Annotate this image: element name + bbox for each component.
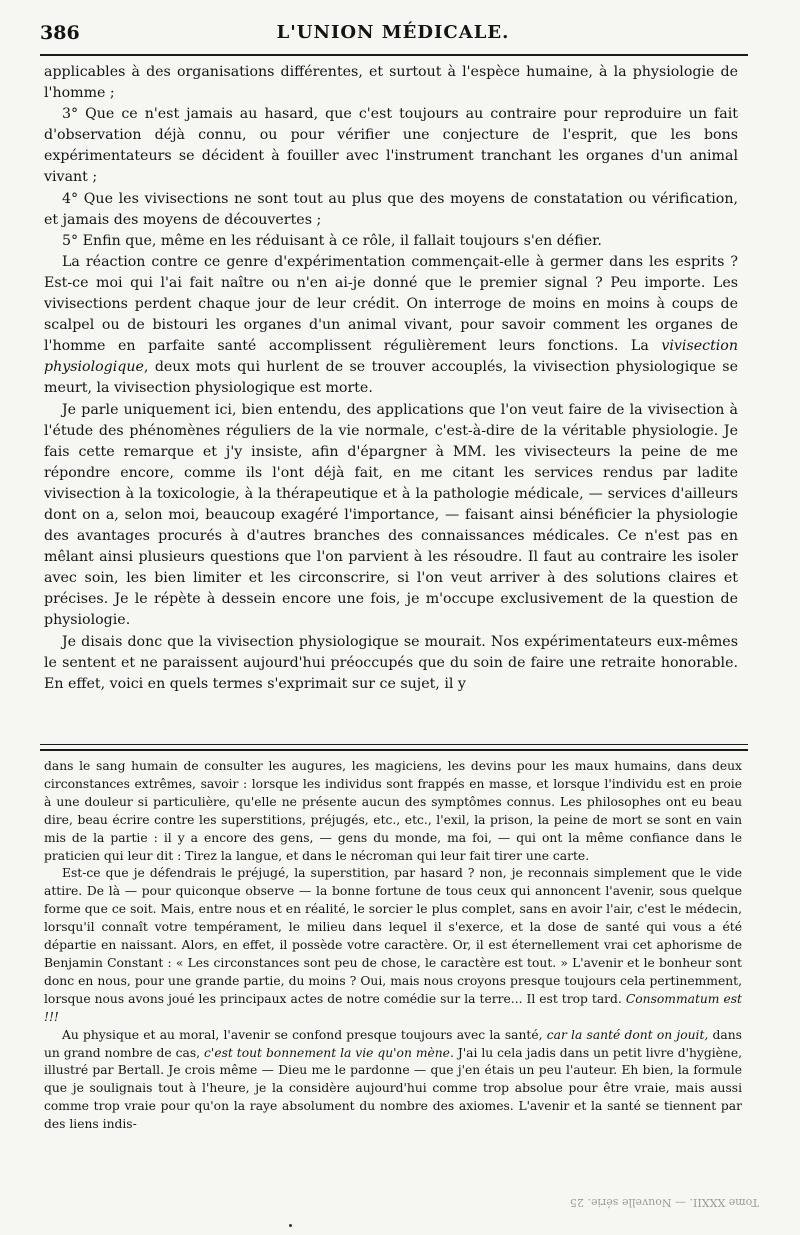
page-header (40, 20, 746, 48)
paragraph: Je parle uniquement ici, bien entendu, des applications que l'on veut faire de la vivisection à l'étude des phénomènes réguliers de la vie normale, c'est-à-dire de la véritable physiologie. Je fais cette remarque et j'y insiste, afin d'épargner à MM. les vivisecteurs la peine de me répondre encore, comme ils l'ont déjà fait, en me citant les services rendus par ladite vivisection à la toxicologie, à la thérapeutique et à la pathologie médicale, — services d'ailleurs dont on a, selon moi, beaucoup exagéré l'importance, — faisant ainsi bénéficier la physiologie des avantages procurés à d'autres branches des connaissances médicales. Ce n'est pas en mêlant ainsi plusieurs questions que l'on parvient à les résoudre. Il faut au contraire les isoler avec soin, les bien limiter et les circonscrire, si l'on veut arriver à des solutions claires et précises. Je le répète à dessein encore une fois, je m'occupe exclusivement de la question de physiologie. (44, 401, 738, 629)
emphasis: vivisection physiologique (44, 338, 738, 376)
ink-dot (289, 1224, 292, 1227)
list-item: 5° Enfin que, même en les réduisant à ce rôle, il fallait toujours s'en défier. (62, 232, 602, 249)
page-number: 386 (40, 22, 80, 44)
text-run: dans un grand nombre de cas, (44, 1027, 742, 1060)
text-run: , deux mots qui hurlent de se trouver accouplés, la vivisection physiologique se meurt, la vivisection physiologique est morte. (44, 359, 738, 397)
list-item: 4° Que les vivisections ne sont tout au plus que des moyens de constatation ou vérification, et jamais des moyens de découvertes ; (44, 190, 738, 228)
header-rule (40, 54, 748, 56)
footnote-paragraph (44, 865, 742, 1026)
footnote-paragraph: dans le sang humain de consulter les augures, les magiciens, les devins pour les maux humains, dans deux circonstances extrêmes, savoir : lorsque les individus sont frappés en masse, et lorsque l'individu est en proie à une douleur si particulière, qu'elle ne présente aucun des symptômes connus. Les philosophes ont eu beau dire, beau écrire contre les superstitions, préjugés, etc., etc., l'exil, la prison, la peine de mort se sont en vain mis de la partie : il y a encore des gens, — gens du monde, ma foi, — qui ont la même confiance dans le praticien qui leur dit : Tirez la langue, et dans le nécroman qui leur fait tirer une carte. (44, 759, 742, 863)
footnote-separator-bold (40, 749, 748, 751)
text-run: J'ai lu cela jadis dans un petit livre d'hygiène, illustré par Bertall. Je crois même — Dieu me le pardonne — que j'en étais un peu l'auteur. Eh bien, la formule que je soulignais tout à l'heure, je la considère aujourd'hui comme trop absolue pour être vraie, mais aussi comme trop vraie pour qu'on la raye absolument du nombre des axiomes. L'avenir et la santé se tiennent par des liens indis- (44, 1045, 743, 1132)
text-run: Est-ce que je défendrais le préjugé, la superstition, par hasard ? non, je reconnais simplement que le vide attire. De là — pour quiconque observe — la bonne fortune de tous ceux qui annoncent l'avenir, sous quelque forme que ce soit. Mais, entre nous et en réalité, le sorcier le plus complet, sans en avoir l'air, c'est le médecin, lorsqu'il connaît votre tempérament, le milieu dans lequel il s'exerce, et la dose de santé qui vous a été départie en naissant. Alors, en effet, il possède votre caractère. Or, il est éternellement vrai cet aphorisme de Benjamin Constant : « Les circonstances sont peu de chose, le caractère est tout. » L'avenir et le bonheur sont donc en nous, pour une grande partie, du moins ? Oui, mais nous croyons presque toujours cela pertinemment, lorsque nous avons joué les principaux actes de notre comédie sur la terre... Il est trop tard. (44, 866, 742, 1006)
signature-mark: Tome XXXII. — Nouvelle série. 25 (570, 1196, 759, 1209)
paragraph: Je disais donc que la vivisection physiologique se mourait. Nos expérimentateurs eux-mêmes le sentent et ne paraissent aujourd'hui préoccupés que du soin de faire une retraite honorable. En effet, voici en quels termes s'exprimait sur ce sujet, il y (44, 633, 738, 692)
emphasis: car la santé dont on jouit, (546, 1027, 709, 1042)
main-text (44, 62, 738, 695)
running-title: L'UNION MÉDICALE. (276, 22, 510, 43)
text-run: La réaction contre ce genre d'expérimentation commençait-elle à germer dans les esprits ? Est-ce moi qui l'ai fait naître ou n'en ai-je donné que le premier signal ? Peu importe. Les vivisections perdent chaque jour de leur crédit. On interroge de moins en moins à coups de scalpel ou de bistouri les organes d'un animal vivant, pour savoir comment les organes de l'homme en parfaite santé accomplissent régulièrement leurs fonctions. La (44, 253, 738, 355)
emphasis: c'est tout bonnement la vie qu'on mène. (204, 1045, 454, 1060)
list-item: 3° Que ce n'est jamais au hasard, que c'est toujours au contraire pour reproduire un fait d'observation déjà connu, ou pour vérifier une conjecture de l'esprit, que les bons expérimentateurs se décident à fouiller avec l'instrument tranchant les organes d'un animal vivant ; (44, 106, 738, 186)
footnote-text (44, 758, 742, 1134)
paragraph (44, 252, 738, 400)
footnote-paragraph (44, 1027, 742, 1134)
emphasis: Consommatum est !!! (44, 991, 742, 1024)
paragraph: applicables à des organisations différentes, et surtout à l'espèce humaine, à la physiologie de l'homme ; (44, 64, 738, 102)
text-run: Au physique et au moral, l'avenir se confond presque toujours avec la santé, (62, 1027, 547, 1042)
footnote-separator (40, 744, 748, 745)
